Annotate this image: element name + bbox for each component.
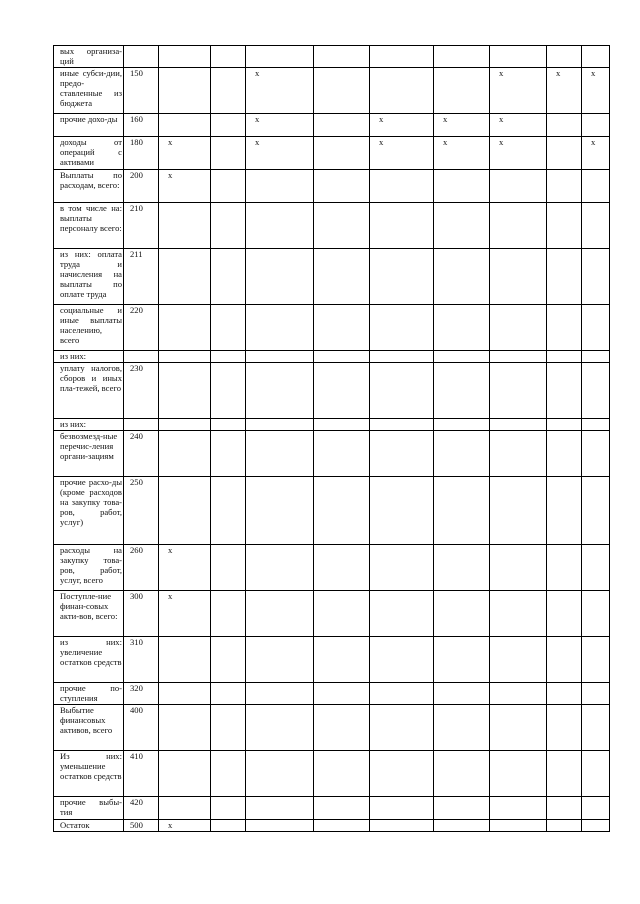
row-mark-cell: x <box>490 68 547 114</box>
row-code <box>124 46 159 68</box>
row-mark-cell <box>582 637 610 683</box>
row-code: 500 <box>124 820 159 832</box>
row-mark-cell <box>582 249 610 305</box>
row-mark-cell <box>434 545 490 591</box>
row-mark-cell <box>211 351 246 363</box>
row-mark-cell <box>159 114 211 137</box>
row-mark-cell <box>582 705 610 751</box>
table-row <box>54 68 610 114</box>
row-mark-cell <box>370 419 434 431</box>
row-mark-cell: x <box>582 68 610 114</box>
row-mark-cell <box>246 705 314 751</box>
row-label: прочие расхо-ды (кроме расходов на закупку това-ров, работ, услуг) <box>54 477 124 545</box>
row-label: социальные и иные выплаты населению, всего <box>54 305 124 351</box>
row-code: 410 <box>124 751 159 797</box>
row-mark-cell <box>314 203 370 249</box>
row-mark-cell <box>370 545 434 591</box>
table-row <box>54 705 610 751</box>
table-row <box>54 751 610 797</box>
table-row <box>54 477 610 545</box>
row-mark-cell <box>211 114 246 137</box>
row-mark-cell <box>314 705 370 751</box>
row-label: вых организа-ций <box>54 46 124 68</box>
row-mark-cell <box>490 46 547 68</box>
row-mark-cell <box>434 591 490 637</box>
row-mark-cell: x <box>159 545 211 591</box>
row-label: Поступле-ние финан-совых акти-вов, всего: <box>54 591 124 637</box>
row-code: 310 <box>124 637 159 683</box>
row-code <box>124 351 159 363</box>
row-mark-cell <box>582 477 610 545</box>
row-mark-cell <box>159 431 211 477</box>
row-mark-cell <box>370 249 434 305</box>
row-label: Выбытие финансовых активов, всего <box>54 705 124 751</box>
row-mark-cell <box>159 46 211 68</box>
table-body <box>54 46 610 832</box>
row-code: 230 <box>124 363 159 419</box>
row-mark-cell <box>582 363 610 419</box>
row-mark-cell <box>246 820 314 832</box>
row-label: прочие выбы-тия <box>54 797 124 820</box>
table-row <box>54 683 610 705</box>
row-mark-cell <box>211 68 246 114</box>
row-mark-cell <box>582 351 610 363</box>
row-code: 400 <box>124 705 159 751</box>
row-mark-cell <box>370 46 434 68</box>
row-mark-cell <box>547 705 582 751</box>
row-mark-cell <box>582 545 610 591</box>
row-mark-cell <box>370 705 434 751</box>
row-mark-cell <box>490 351 547 363</box>
row-mark-cell <box>159 351 211 363</box>
row-mark-cell <box>211 751 246 797</box>
row-mark-cell <box>434 477 490 545</box>
row-label: расходы на закупку това-ров, работ, услуг, всего <box>54 545 124 591</box>
row-mark-cell: x <box>582 137 610 170</box>
row-mark-cell <box>434 419 490 431</box>
row-mark-cell <box>246 477 314 545</box>
row-mark-cell <box>547 363 582 419</box>
row-mark-cell <box>211 637 246 683</box>
row-mark-cell <box>434 249 490 305</box>
table-row <box>54 820 610 832</box>
row-mark-cell <box>211 591 246 637</box>
row-mark-cell <box>547 545 582 591</box>
row-mark-cell <box>547 637 582 683</box>
table-row <box>54 797 610 820</box>
row-code: 211 <box>124 249 159 305</box>
row-mark-cell <box>159 68 211 114</box>
row-mark-cell <box>434 683 490 705</box>
row-mark-cell <box>314 351 370 363</box>
row-label: из них: оплата труда и начисления на выплаты по оплате труда <box>54 249 124 305</box>
row-mark-cell <box>159 797 211 820</box>
row-mark-cell <box>582 419 610 431</box>
row-mark-cell <box>211 363 246 419</box>
row-mark-cell <box>246 797 314 820</box>
row-mark-cell <box>211 137 246 170</box>
row-mark-cell <box>246 249 314 305</box>
row-label: уплату налогов, сборов и иных пла-тежей, всего <box>54 363 124 419</box>
table-row <box>54 545 610 591</box>
table-row <box>54 431 610 477</box>
row-mark-cell <box>582 797 610 820</box>
row-mark-cell <box>246 170 314 203</box>
row-mark-cell <box>159 249 211 305</box>
row-mark-cell <box>370 820 434 832</box>
row-code: 160 <box>124 114 159 137</box>
row-mark-cell <box>159 477 211 545</box>
row-mark-cell <box>490 305 547 351</box>
row-mark-cell <box>370 431 434 477</box>
row-mark-cell <box>211 477 246 545</box>
row-mark-cell <box>490 820 547 832</box>
row-label: прочие дохо-ды <box>54 114 124 137</box>
row-mark-cell <box>314 683 370 705</box>
row-mark-cell <box>314 545 370 591</box>
row-mark-cell <box>314 249 370 305</box>
row-code: 150 <box>124 68 159 114</box>
row-mark-cell <box>370 477 434 545</box>
row-mark-cell: x <box>490 137 547 170</box>
row-mark-cell <box>490 545 547 591</box>
row-mark-cell <box>582 431 610 477</box>
row-mark-cell <box>211 419 246 431</box>
row-label: Выплаты по расходам, всего: <box>54 170 124 203</box>
row-code: 200 <box>124 170 159 203</box>
row-mark-cell <box>314 46 370 68</box>
row-mark-cell <box>370 68 434 114</box>
row-mark-cell <box>490 170 547 203</box>
row-mark-cell <box>547 797 582 820</box>
row-mark-cell <box>490 419 547 431</box>
row-mark-cell <box>490 477 547 545</box>
row-mark-cell <box>211 46 246 68</box>
row-mark-cell <box>434 431 490 477</box>
row-mark-cell <box>490 203 547 249</box>
row-mark-cell <box>246 351 314 363</box>
row-mark-cell <box>434 351 490 363</box>
row-mark-cell <box>547 305 582 351</box>
financial-plan-table <box>53 45 610 832</box>
row-code: 210 <box>124 203 159 249</box>
row-mark-cell <box>490 591 547 637</box>
row-mark-cell <box>159 751 211 797</box>
row-mark-cell <box>211 545 246 591</box>
table-row <box>54 137 610 170</box>
row-mark-cell <box>582 683 610 705</box>
row-mark-cell <box>159 203 211 249</box>
row-mark-cell <box>370 170 434 203</box>
row-label: из них: увеличение остатков средств <box>54 637 124 683</box>
row-mark-cell <box>434 751 490 797</box>
row-code: 180 <box>124 137 159 170</box>
row-mark-cell <box>246 203 314 249</box>
table-row <box>54 249 610 305</box>
row-mark-cell <box>547 46 582 68</box>
row-mark-cell: x <box>434 137 490 170</box>
row-code: 420 <box>124 797 159 820</box>
row-mark-cell <box>547 114 582 137</box>
table-row <box>54 305 610 351</box>
row-mark-cell <box>314 751 370 797</box>
row-mark-cell <box>547 249 582 305</box>
row-code: 300 <box>124 591 159 637</box>
row-mark-cell <box>159 705 211 751</box>
row-mark-cell <box>159 363 211 419</box>
table-row <box>54 363 610 419</box>
row-mark-cell <box>211 249 246 305</box>
row-mark-cell <box>246 637 314 683</box>
row-code: 250 <box>124 477 159 545</box>
row-mark-cell: x <box>490 114 547 137</box>
row-mark-cell <box>314 591 370 637</box>
row-mark-cell <box>246 431 314 477</box>
row-mark-cell <box>434 305 490 351</box>
row-mark-cell <box>490 637 547 683</box>
row-mark-cell <box>547 683 582 705</box>
row-label: в том числе на: выплаты персоналу всего: <box>54 203 124 249</box>
row-mark-cell <box>370 591 434 637</box>
table-row <box>54 351 610 363</box>
row-mark-cell <box>211 203 246 249</box>
row-mark-cell <box>246 751 314 797</box>
row-mark-cell <box>490 797 547 820</box>
row-mark-cell <box>490 431 547 477</box>
row-mark-cell <box>582 305 610 351</box>
row-mark-cell: x <box>246 68 314 114</box>
row-mark-cell <box>246 545 314 591</box>
row-label: Остаток <box>54 820 124 832</box>
row-mark-cell <box>159 637 211 683</box>
row-code: 260 <box>124 545 159 591</box>
row-mark-cell: x <box>246 114 314 137</box>
row-mark-cell <box>547 431 582 477</box>
row-mark-cell <box>547 591 582 637</box>
row-mark-cell: x <box>434 114 490 137</box>
row-mark-cell <box>582 114 610 137</box>
table-row <box>54 46 610 68</box>
row-mark-cell <box>246 305 314 351</box>
row-mark-cell: x <box>159 591 211 637</box>
row-mark-cell <box>314 363 370 419</box>
row-mark-cell: x <box>370 114 434 137</box>
row-mark-cell: x <box>547 68 582 114</box>
row-mark-cell <box>246 419 314 431</box>
row-mark-cell <box>211 797 246 820</box>
row-mark-cell <box>211 820 246 832</box>
row-mark-cell <box>370 751 434 797</box>
row-mark-cell <box>547 203 582 249</box>
row-mark-cell <box>246 591 314 637</box>
row-code: 240 <box>124 431 159 477</box>
row-code: 220 <box>124 305 159 351</box>
row-mark-cell <box>490 363 547 419</box>
row-mark-cell <box>314 637 370 683</box>
row-mark-cell <box>434 170 490 203</box>
row-mark-cell: x <box>159 170 211 203</box>
row-mark-cell <box>582 591 610 637</box>
row-label: безвозмезд-ные перечис-ления органи-зациям <box>54 431 124 477</box>
table-row <box>54 637 610 683</box>
row-code <box>124 419 159 431</box>
row-mark-cell <box>582 751 610 797</box>
row-mark-cell <box>314 477 370 545</box>
row-mark-cell <box>547 751 582 797</box>
row-mark-cell <box>211 705 246 751</box>
row-mark-cell <box>314 137 370 170</box>
row-mark-cell <box>370 351 434 363</box>
table-row <box>54 114 610 137</box>
table-row <box>54 419 610 431</box>
row-mark-cell <box>547 137 582 170</box>
row-mark-cell <box>582 170 610 203</box>
row-mark-cell <box>314 431 370 477</box>
row-label: Из них: уменьшение остатков средств <box>54 751 124 797</box>
row-mark-cell <box>370 363 434 419</box>
row-mark-cell <box>246 363 314 419</box>
row-mark-cell <box>314 797 370 820</box>
row-label: из них: <box>54 419 124 431</box>
row-mark-cell <box>582 820 610 832</box>
row-label: прочие по-ступления <box>54 683 124 705</box>
row-mark-cell <box>547 419 582 431</box>
row-mark-cell <box>434 820 490 832</box>
row-mark-cell <box>490 683 547 705</box>
row-mark-cell <box>314 419 370 431</box>
row-mark-cell <box>370 637 434 683</box>
row-mark-cell <box>434 203 490 249</box>
row-mark-cell <box>370 683 434 705</box>
row-mark-cell <box>211 170 246 203</box>
row-mark-cell <box>370 797 434 820</box>
row-mark-cell <box>211 305 246 351</box>
row-mark-cell <box>246 683 314 705</box>
row-mark-cell <box>159 419 211 431</box>
row-label: доходы от операций с активами <box>54 137 124 170</box>
row-mark-cell <box>434 637 490 683</box>
row-mark-cell <box>370 305 434 351</box>
row-mark-cell <box>547 477 582 545</box>
row-code: 320 <box>124 683 159 705</box>
table-row <box>54 170 610 203</box>
row-mark-cell <box>490 249 547 305</box>
row-mark-cell: x <box>246 137 314 170</box>
row-label: иные субси-дии, предо-ставленные из бюджета <box>54 68 124 114</box>
table-row <box>54 591 610 637</box>
row-mark-cell <box>314 68 370 114</box>
row-mark-cell <box>434 68 490 114</box>
row-mark-cell <box>490 705 547 751</box>
row-mark-cell <box>547 170 582 203</box>
row-mark-cell <box>582 46 610 68</box>
row-mark-cell <box>370 203 434 249</box>
row-mark-cell: x <box>159 820 211 832</box>
row-mark-cell <box>314 305 370 351</box>
table-row <box>54 203 610 249</box>
row-mark-cell <box>582 203 610 249</box>
row-mark-cell <box>159 305 211 351</box>
row-mark-cell <box>490 751 547 797</box>
row-mark-cell: x <box>159 137 211 170</box>
row-mark-cell <box>211 683 246 705</box>
row-mark-cell <box>314 820 370 832</box>
row-mark-cell <box>314 170 370 203</box>
row-mark-cell <box>246 46 314 68</box>
row-mark-cell <box>211 431 246 477</box>
row-mark-cell <box>434 46 490 68</box>
row-mark-cell <box>547 351 582 363</box>
row-mark-cell <box>314 114 370 137</box>
row-mark-cell: x <box>370 137 434 170</box>
row-mark-cell <box>159 683 211 705</box>
row-mark-cell <box>547 820 582 832</box>
row-mark-cell <box>434 705 490 751</box>
row-label: из них: <box>54 351 124 363</box>
row-mark-cell <box>434 797 490 820</box>
row-mark-cell <box>434 363 490 419</box>
